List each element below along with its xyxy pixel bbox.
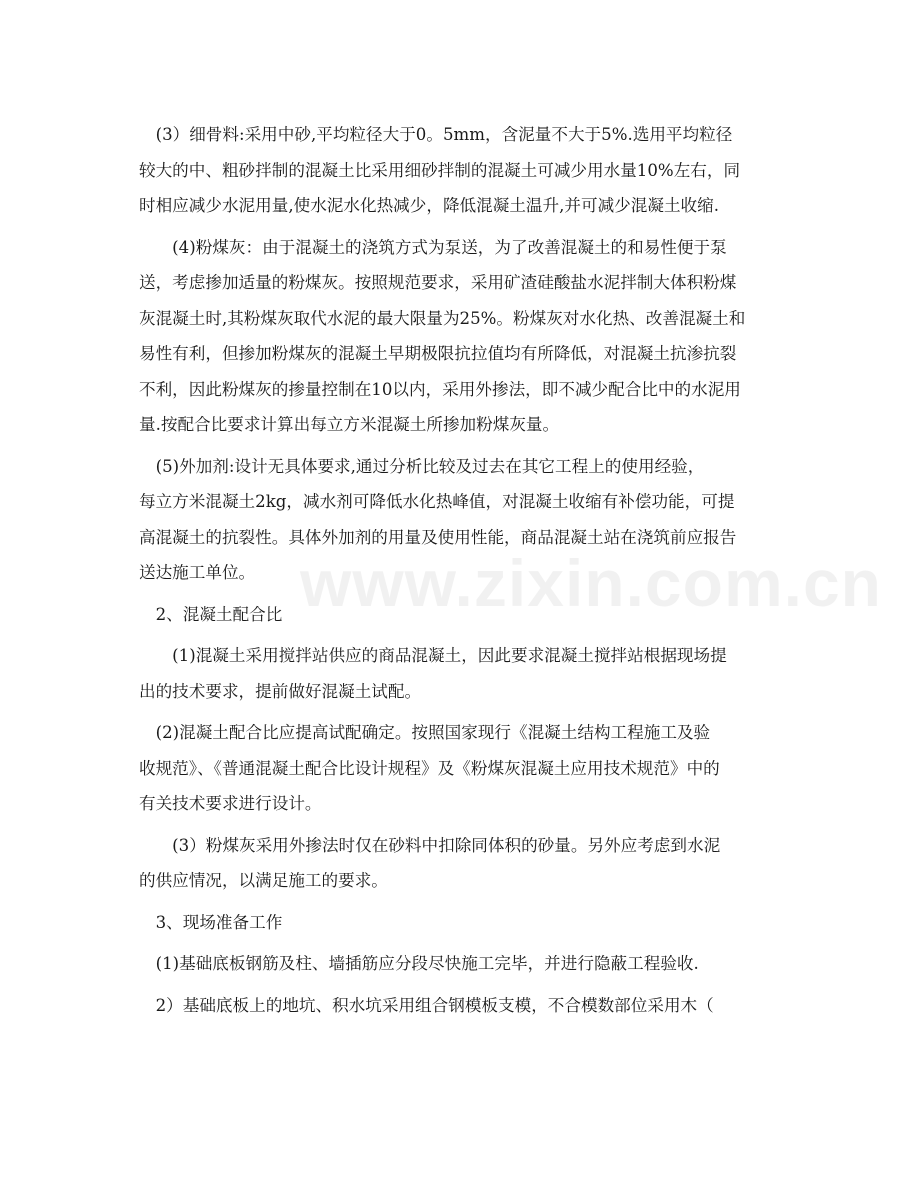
document-body bbox=[139, 117, 789, 1029]
watermark: www.zixin.com.cn bbox=[300, 546, 882, 620]
paragraph-fly-ash: (4)粉煤灰：由于混凝土的浇筑方式为泵送，为了改善混凝土的和易性便于泵 送，考虑掺加适量的粉煤灰。按照规范要求，采用矿渣硅酸盐水泥拌制大体积粉煤 灰混凝土时,其粉煤灰取代水泥的最大限量为25%。粉煤灰对水化热、改善混凝土和 易性有利，但掺加粉煤灰的混凝土早期极限抗拉值均有所降低，对混凝土抗渗抗裂 不利，因此粉煤灰的掺量控制在10以内，采用外掺法，即不减少配合比中的水泥用 量.按配合比要求计算出每立方米混凝土所掺加粉煤灰量。 bbox=[139, 237, 746, 434]
paragraph-mix-3: (3）粉煤灰采用外掺法时仅在砂料中扣除同体积的砂量。另外应考虑到水泥 的供应情况，以满足施工的要求。 bbox=[139, 835, 721, 890]
paragraph-fine-aggregate: (3）细骨料:采用中砂,平均粒径大于0。5mm，含泥量不大于5%.选用平均粒径 较大的中、粗砂拌制的混凝土比采用细砂拌制的混凝土可减少用水量10%左右，同 时相应减少水泥用量,使水泥水化热减少，降低混凝土温升,并可减少混凝土收缩. bbox=[139, 125, 741, 215]
paragraph-mix-2: (2)混凝土配合比应提高试配确定。按照国家现行《混凝土结构工程施工及验 收规范》、《普通混凝土配合比设计规程》及《粉煤灰混凝土应用技术规范》中的 有关技术要求进行设计。 bbox=[139, 723, 720, 813]
section-heading-mix-ratio: 2、混凝土配合比 bbox=[139, 604, 283, 624]
paragraph-prep-2: 2）基础底板上的地坑、积水坑采用组合钢模板支模，不合模数部位采用木（ bbox=[139, 995, 714, 1015]
paragraph-prep-1: (1)基础底板钢筋及柱、墙插筋应分段尽快施工完毕，并进行隐蔽工程验收. bbox=[139, 954, 699, 973]
section-heading-site-prep: 3、现场准备工作 bbox=[139, 912, 283, 932]
paragraph-mix-1: (1)混凝土采用搅拌站供应的商品混凝土，因此要求混凝土搅拌站根据现场提 出的技术要求，提前做好混凝土试配。 bbox=[139, 646, 727, 701]
paragraph-admixture: (5)外加剂:设计无具体要求,通过分析比较及过去在其它工程上的使用经验， 每立方米混凝土2kg，减水剂可降低水化热峰值，对混凝土收缩有补偿功能，可提 高混凝土的抗裂性。具体外加剂的用量及使用性能，商品混凝土站在浇筑前应报告 送达施工单位。 bbox=[139, 456, 737, 582]
